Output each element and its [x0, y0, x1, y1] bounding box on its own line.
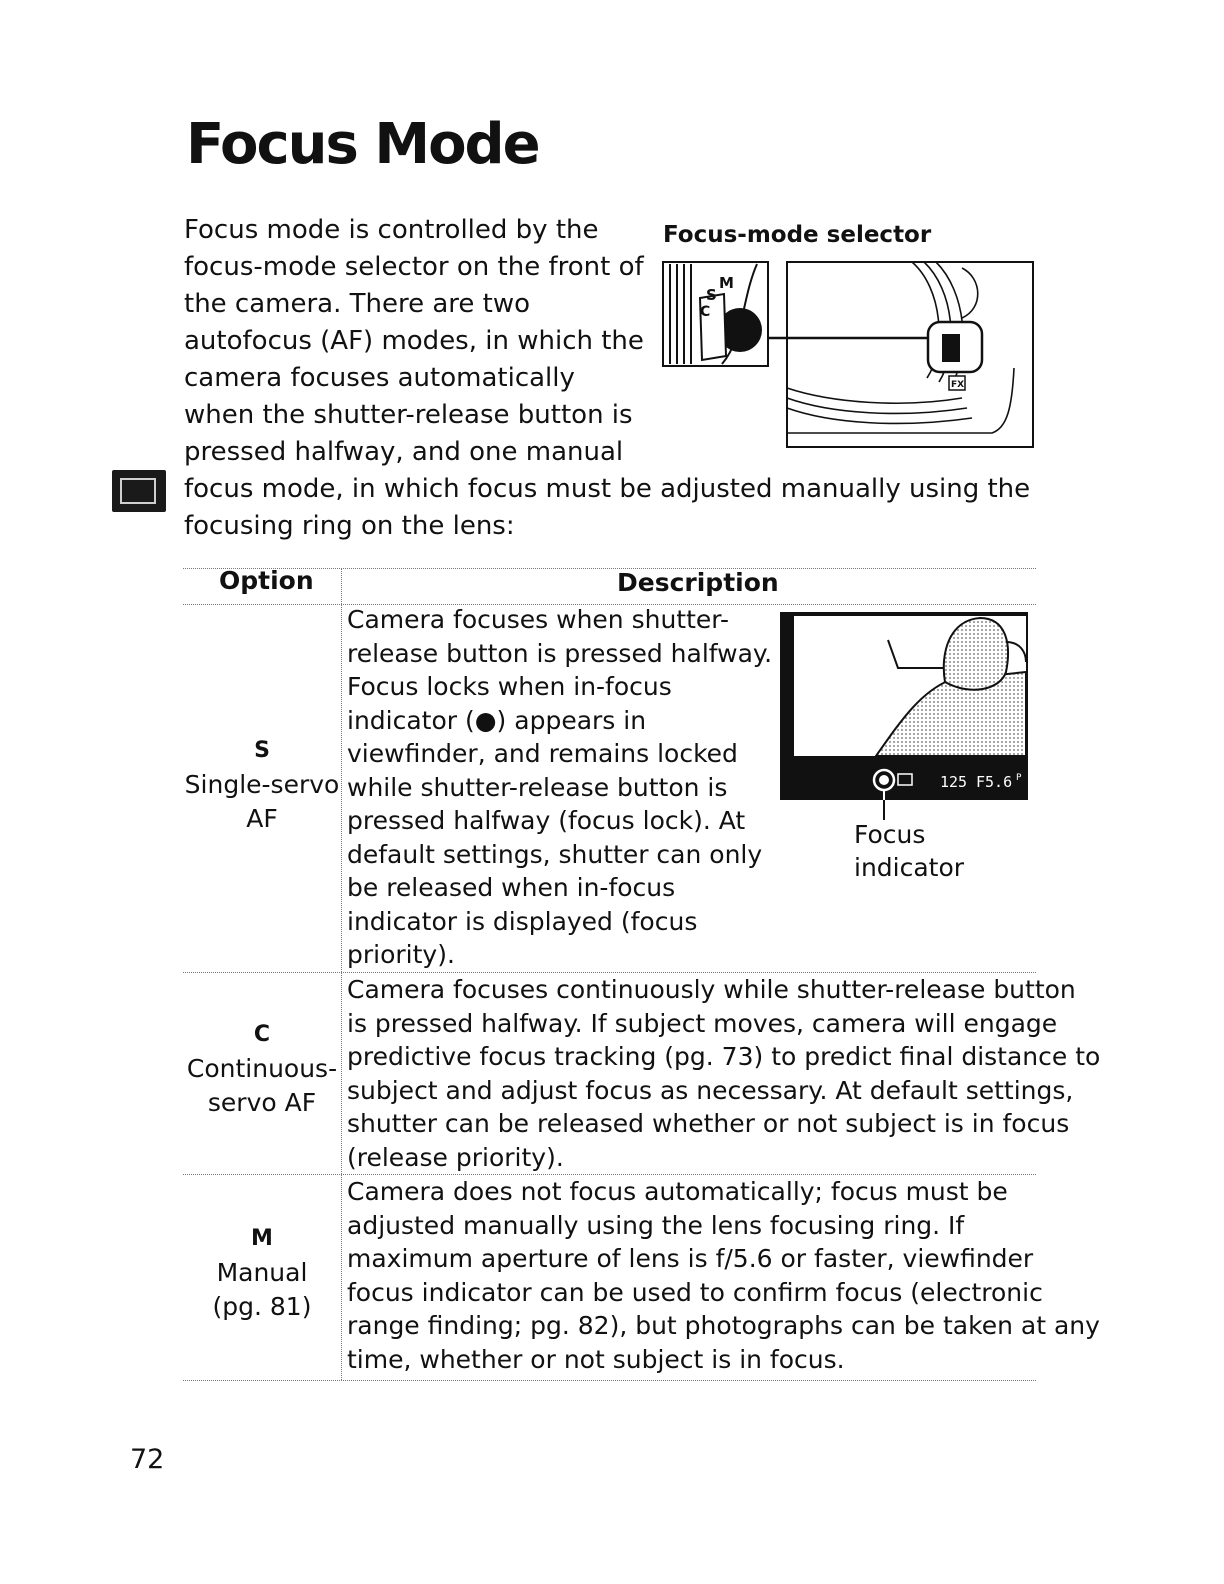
option-name: Continuous- — [186, 1054, 338, 1083]
desc-line: predictive focus tracking (pg. 73) to predict final distance to — [347, 1042, 1101, 1071]
switch-label-m: M — [719, 274, 734, 292]
desc-line: default settings, shutter can only — [347, 839, 763, 869]
desc-line: viewfinder, and remains locked — [347, 739, 738, 768]
table-row-description-m — [347, 1175, 1100, 1376]
table-bottom-rule — [183, 1380, 1036, 1381]
intro-line: Focus mode is controlled by the — [184, 215, 599, 245]
intro-line: focus mode, in which focus must be adjusted manually using the — [184, 474, 1031, 504]
option-name: servo AF — [207, 1088, 317, 1117]
table-row-option-m — [183, 1222, 341, 1324]
desc-line: range finding; pg. 82), but photographs can be taken at any — [347, 1311, 1100, 1340]
exposure-mode-readout: P — [1016, 773, 1022, 783]
desc-line: Camera focuses continuously while shutter-release button — [347, 975, 1076, 1004]
table-header-description: Description — [617, 568, 779, 597]
intro-line: autofocus (AF) modes, in which the — [184, 326, 644, 356]
focus-indicator-label — [854, 818, 964, 884]
intro-line: focusing ring on the lens: — [184, 511, 515, 541]
desc-line: pressed halfway (focus lock). At — [347, 806, 746, 835]
table-header-option: Option — [219, 566, 314, 595]
desc-line: priority). — [347, 940, 455, 969]
focus-indicator-label-line: indicator — [854, 853, 965, 882]
desc-line: while shutter-release button is — [347, 772, 728, 802]
desc-line: indicator (●) appears in — [347, 705, 647, 735]
table-row-option-s — [183, 734, 341, 836]
desc-line: release button is pressed halfway. — [347, 638, 773, 668]
desc-line: shutter can be released whether or not subject is in focus — [347, 1109, 1070, 1138]
viewfinder-illustration — [780, 612, 1028, 800]
desc-line: Focus locks when in-focus — [347, 672, 672, 701]
table-row-description-s — [347, 603, 773, 972]
desc-line: focus indicator can be used to confirm focus (electronic — [347, 1277, 1043, 1307]
switch-label-s: S — [706, 286, 717, 304]
option-code: C — [253, 1022, 271, 1047]
desc-line: maximum aperture of lens is f/5.6 or faster, viewfinder — [347, 1244, 1034, 1273]
table-column-divider — [341, 568, 342, 1380]
focus-indicator-label-line: Focus — [854, 820, 926, 849]
focus-indicator-leader-line — [883, 800, 885, 820]
desc-line: adjusted manually using the lens focusing ring. If — [347, 1210, 965, 1240]
table-row-option-c — [183, 1018, 341, 1120]
intro-line: camera focuses automatically — [184, 363, 575, 393]
option-code: M — [251, 1226, 273, 1251]
desc-line: Camera focuses when shutter- — [347, 605, 729, 634]
selector-figure-caption: Focus-mode selector — [663, 222, 932, 248]
desc-line: subject and adjust focus as necessary. At default settings, — [347, 1075, 1074, 1105]
desc-line: (release priority). — [347, 1142, 564, 1172]
shutter-speed-readout: 125 — [940, 773, 968, 791]
intro-line: focus-mode selector on the front of — [184, 252, 644, 282]
option-name: AF — [246, 804, 278, 833]
intro-line: the camera. There are two — [184, 289, 531, 319]
option-name: Manual — [216, 1258, 308, 1287]
shooting-section-tab-icon — [112, 470, 166, 512]
switch-label-c: C — [700, 304, 711, 320]
focus-mode-selector-illustration — [662, 258, 1034, 450]
option-name: Single-servo — [184, 770, 340, 799]
desc-line: is pressed halfway. If subject moves, camera will engage — [347, 1008, 1058, 1038]
aperture-readout: F5.6 — [976, 773, 1013, 791]
desc-line: Camera does not focus automatically; focus must be — [347, 1177, 1008, 1206]
table-row-description-c — [347, 973, 1101, 1174]
fx-badge: FX — [951, 380, 965, 390]
option-name: (pg. 81) — [212, 1292, 312, 1321]
page-title: Focus Mode — [186, 112, 539, 177]
intro-line: pressed halfway, and one manual — [184, 437, 624, 467]
desc-line: time, whether or not subject is in focus. — [347, 1344, 845, 1374]
option-code: S — [254, 738, 270, 763]
desc-line: indicator is displayed (focus — [347, 906, 698, 936]
desc-line: be released when in-focus — [347, 873, 676, 902]
page-number: 72 — [130, 1444, 165, 1475]
intro-line: when the shutter-release button is — [184, 400, 633, 430]
